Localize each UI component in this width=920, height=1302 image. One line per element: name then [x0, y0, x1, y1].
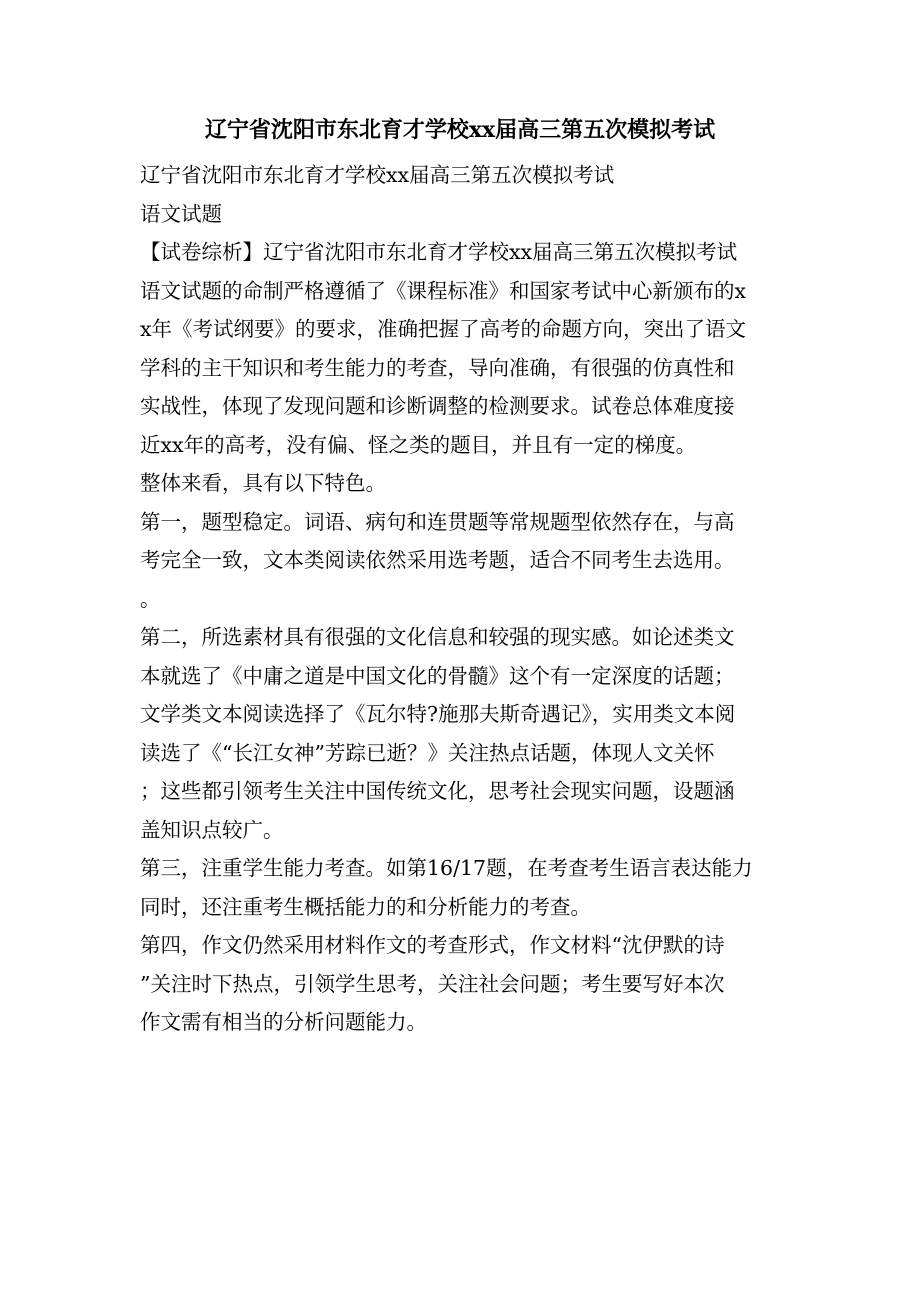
text-line: x年《考试纲要》的要求，准确把握了高考的命题方向，突出了语文: [140, 317, 747, 341]
text-line: 语文试题: [140, 201, 222, 226]
text-line: 文学类文本阅读选择了《瓦尔特?施那夫斯奇遇记》，实用类文本阅: [140, 702, 736, 726]
text-line: 作文需有相当的分析问题能力。: [140, 1010, 427, 1034]
text-line: 近xx年的高考，没有偏、怪之类的题目，并且有一定的梯度。: [140, 432, 697, 457]
document-title: 辽宁省沈阳市东北育才学校xx届高三第五次模拟考试: [204, 117, 716, 143]
paragraph-feature-2: [140, 618, 785, 849]
text-line: 辽宁省沈阳市东北育才学校xx届高三第五次模拟考试: [140, 163, 615, 187]
text-line: 实战性，体现了发现问题和诊断调整的检测要求。试卷总体难度接: [140, 394, 735, 418]
text-line: 第四，作文仍然采用材料作文的考查形式，作文材料“沈伊默的诗: [140, 933, 725, 957]
text-line: 学科的主干知识和考生能力的考查，导向准确，有很强的仿真性和: [140, 355, 735, 380]
text-line: 本就选了《中庸之道是中国文化的骨髓》这个有一定深度的话题；: [140, 663, 735, 688]
text-line: 。: [140, 586, 161, 611]
paragraph-feature-1: [140, 503, 785, 619]
document-body: [140, 156, 785, 1042]
paragraph-feature-3: [140, 849, 785, 926]
text-line: 语文试题的命制严格遵循了《课程标准》和国家考试中心新颁布的x: [140, 278, 747, 303]
paragraph-overview: [140, 233, 785, 464]
text-line: 整体来看，具有以下特色。: [140, 471, 386, 495]
text-line: 第二，所选素材具有很强的文化信息和较强的现实感。如论述类文: [140, 625, 735, 649]
paragraph-subtitle: [140, 156, 785, 195]
text-line: 读选了《“长江女神”芳踪已逝？》关注热点话题，体现人文关怀: [140, 740, 715, 765]
paragraph-feature-4: [140, 926, 785, 1042]
paragraph-summary: [140, 464, 785, 503]
paragraph-subject: [140, 195, 785, 234]
text-line: 第三，注重学生能力考查。如第16/17题，在考查考生语言表达能力: [140, 856, 753, 880]
text-line: 同时，还注重考生概括能力的和分析能力的考查。: [140, 894, 591, 919]
text-line: 盖知识点较广。: [140, 817, 284, 842]
text-line: ；这些都引领考生关注中国传统文化，思考社会现实问题，设题涵: [140, 779, 735, 803]
text-line: 第一，题型稳定。词语、病句和连贯题等常规题型依然存在，与高: [140, 509, 735, 534]
text-line: 考完全一致，文本类阅读依然采用选考题，适合不同考生去选用。: [140, 548, 735, 572]
text-line: ”关注时下热点，引领学生思考，关注社会问题；考生要写好本次: [140, 971, 725, 996]
text-line: 【试卷综析】辽宁省沈阳市东北育才学校xx届高三第五次模拟考试: [140, 240, 738, 264]
